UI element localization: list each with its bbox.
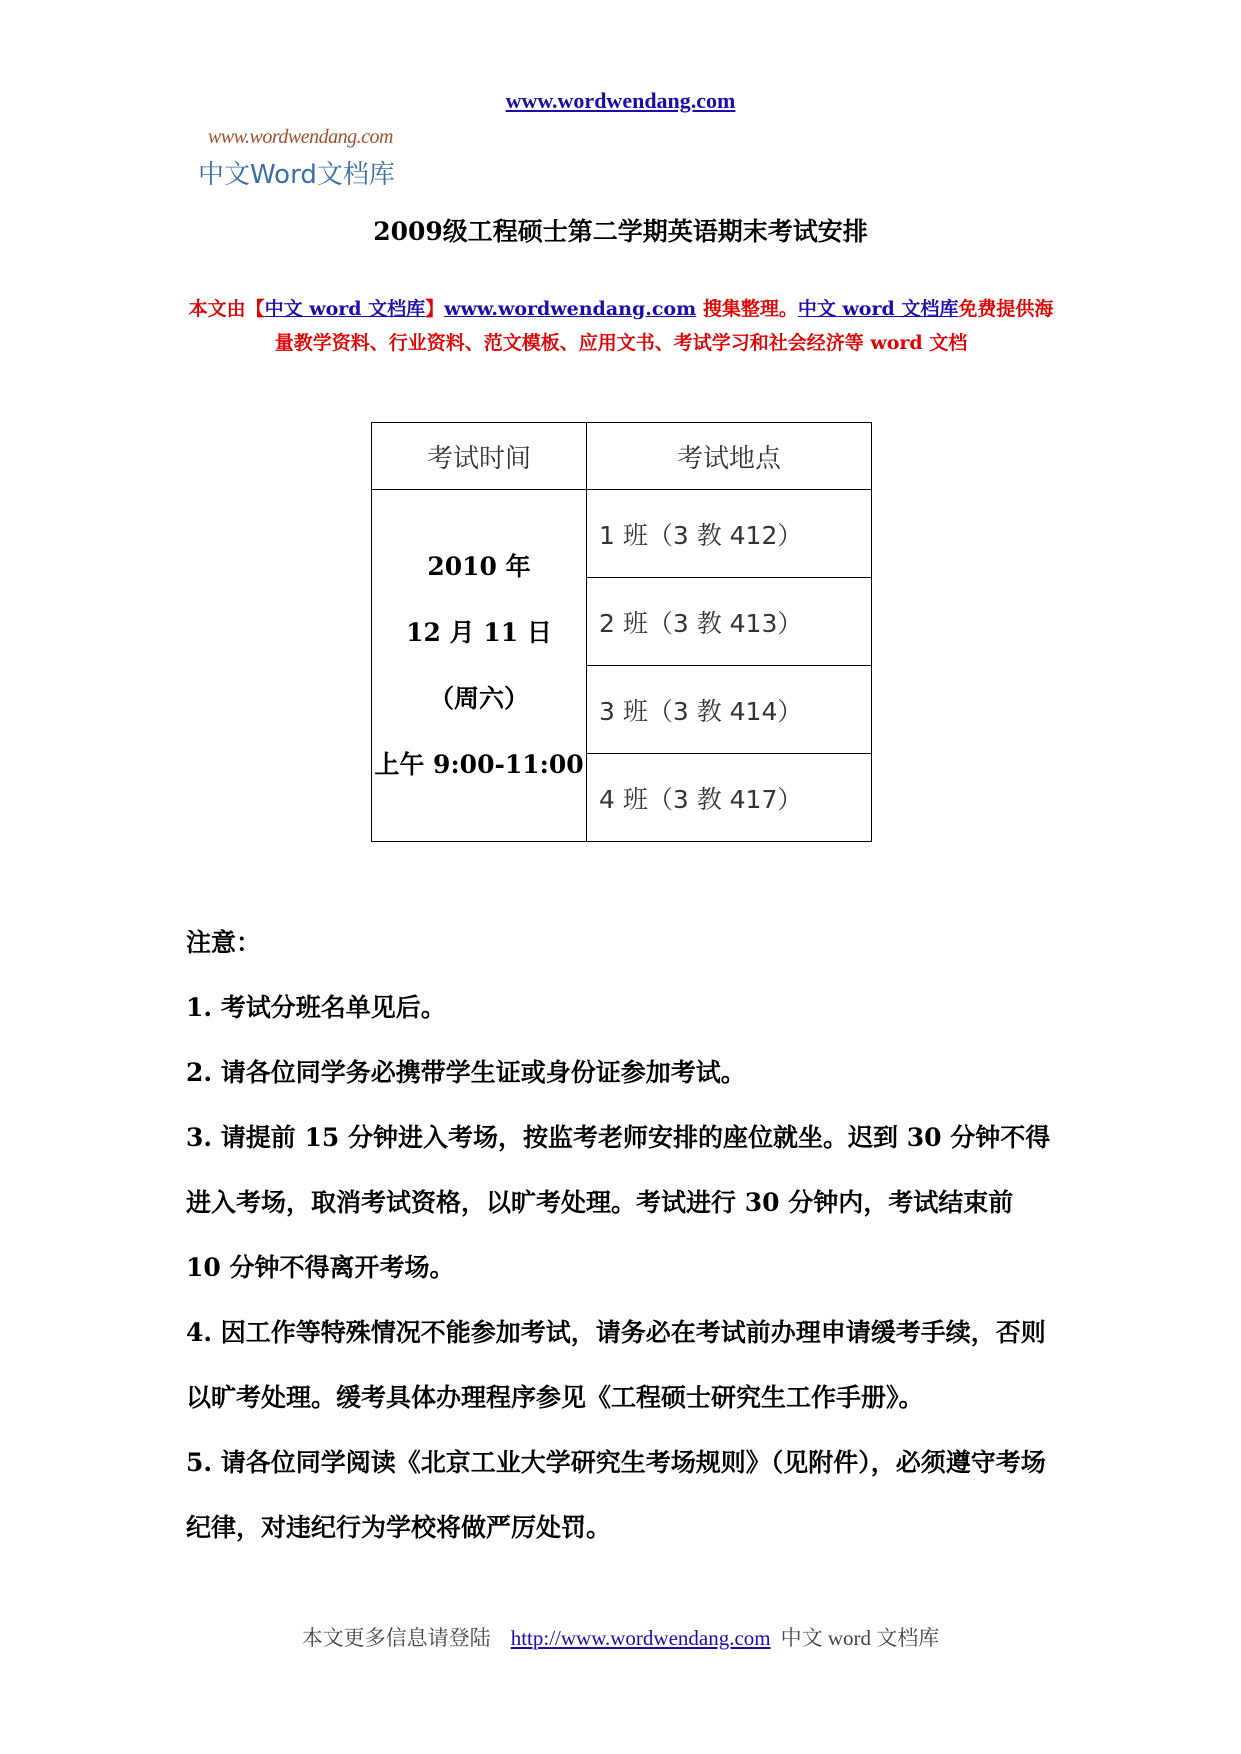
footer-link[interactable]: http://www.wordwendang.com (510, 1626, 771, 1650)
table-row (372, 490, 872, 578)
room-cell: 4 班（3 教 417） (587, 754, 872, 842)
source-notice (186, 292, 1056, 360)
room-cell: 1 班（3 教 412） (587, 490, 872, 578)
note-item: 2. 请各位同学务必携带学生证或身份证参加考试。 (186, 1058, 746, 1087)
notice-suffix: 免费提供海量教学资料、行业资料、范文模板、应用文书、考试学习和社会经济等 word 文档 (274, 298, 1054, 354)
notes-section (186, 910, 1056, 1560)
notice-link-url[interactable]: www.wordwendang.com (444, 298, 697, 320)
exam-schedule-table (371, 422, 872, 842)
exam-time-cell (372, 490, 587, 842)
notice-prefix: 本文由【 (188, 298, 265, 320)
site-logo (188, 118, 414, 192)
note-item: 5. 请各位同学阅读《北京工业大学研究生考场规则》（见附件），必须遵守考场纪律，对违纪行为学校将做严厉处罚。 (186, 1448, 1046, 1542)
logo-url-text: www.wordwendang.com (208, 126, 393, 148)
header-exam-location: 考试地点 (587, 423, 872, 490)
note-item: 4. 因工作等特殊情况不能参加考试，请务必在考试前办理申请缓考手续，否则以旷考处理。缓考具体办理程序参见《工程硕士研究生工作手册》。 (186, 1318, 1046, 1412)
header-link[interactable]: www.wordwendang.com (505, 88, 736, 113)
notice-bracket: 】 (425, 298, 445, 320)
exam-year: 2010 年 (427, 551, 531, 581)
notice-middle: 搜集整理。 (696, 298, 798, 320)
exam-weekday: （周六） (428, 683, 529, 713)
note-item: 1. 考试分班名单见后。 (186, 993, 446, 1022)
exam-hours: 上午 9:00-11:00 (374, 749, 584, 779)
footer-prefix: 本文更多信息请登陆 (301, 1626, 491, 1650)
room-cell: 3 班（3 教 414） (587, 666, 872, 754)
header-exam-time: 考试时间 (372, 423, 587, 490)
table-header-row (372, 423, 872, 490)
notes-heading: 注意： (186, 928, 262, 957)
exam-date: 12 月 11 日 (406, 617, 552, 647)
room-cell: 2 班（3 教 413） (587, 578, 872, 666)
page-footer (0, 1622, 1241, 1652)
page-title: 2009级工程硕士第二学期英语期末考试安排 (373, 217, 868, 246)
notice-link-library[interactable]: 中文 word 文档库 (264, 298, 426, 320)
notice-link-library-2[interactable]: 中文 word 文档库 (797, 298, 959, 320)
note-item: 3. 请提前 15 分钟进入考场，按监考老师安排的座位就坐。迟到 30 分钟不得进入考场，取消考试资格，以旷考处理。考试进行 30 分钟内，考试结束前 10 分钟不得离开考场。 (186, 1123, 1051, 1282)
logo-name: 中文Word文档库 (198, 160, 395, 190)
footer-suffix: 中文 word 文档库 (780, 1626, 940, 1650)
